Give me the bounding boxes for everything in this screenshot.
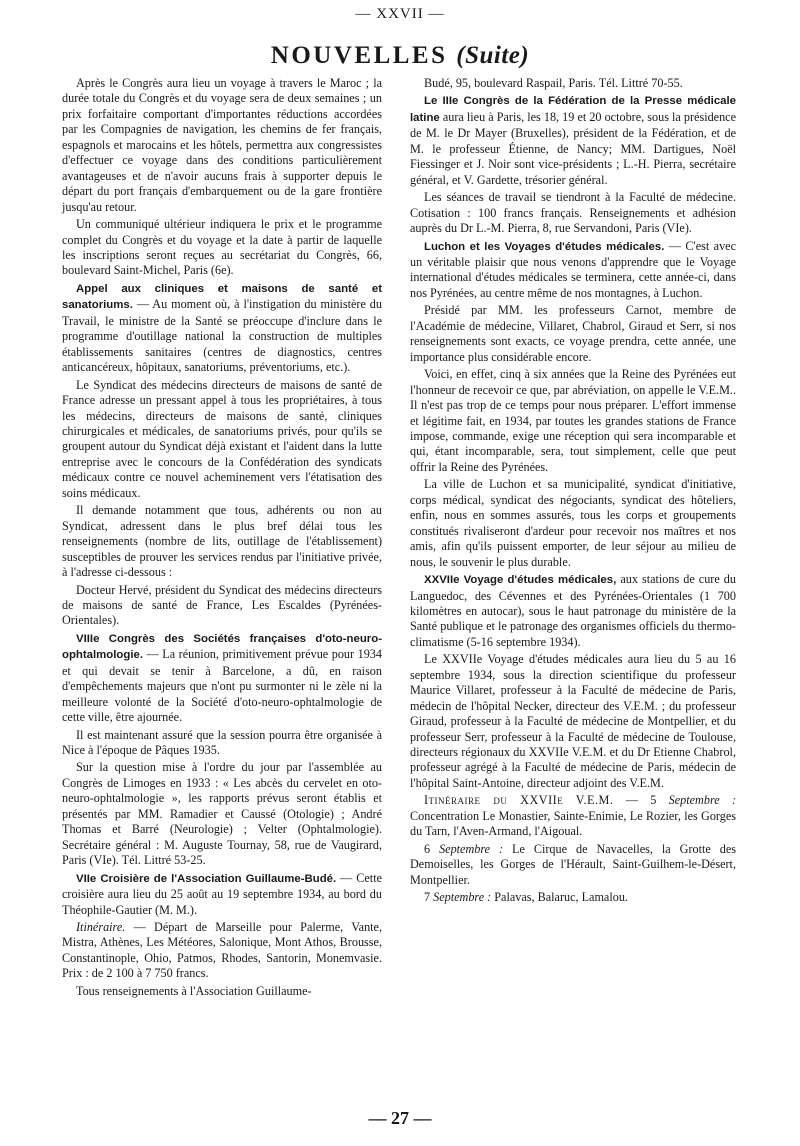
- paragraph: Un communiqué ultérieur indiquera le prix et le programme complet du Congrès et du voyage et la date à partir de laquelle les inscriptions seront reçues au secrétariat du Congrès, 66, boulevard Saint-Michel, Paris (6e).: [62, 217, 382, 278]
- paragraph-text: — Cette croisière aura lieu du 25 août au 19 septembre 1934, au bord du Théophile-Gautier (M. M.).: [62, 870, 382, 917]
- paragraph: Tous renseignements à l'Association Guillaume-: [76, 983, 312, 998]
- paragraph-text: — Départ de Marseille pour Palerme, Vante, Mistra, Athènes, Les Météores, Salonique, Mont Athos, Brousse, Constantinople, Ohio, Patmos, Rhodes, Santorin, Monemvasie. Prix : de 2 100 à 7 750 francs.: [62, 920, 382, 981]
- title-suffix: (Suite): [456, 42, 530, 69]
- paragraph: [62, 871, 382, 918]
- running-header-folio: — XXVII —: [355, 6, 445, 22]
- paragraph-text: 7: [424, 890, 434, 905]
- paragraph: [62, 631, 382, 726]
- right-column: [410, 76, 736, 908]
- paragraph-text: Le Cirque de Navacelles, la Grotte des Demoiselles, les Gorges de l'Hérault, Saint-Guilhem-le-Désert, Montpellier.: [410, 841, 737, 887]
- page-title: [0, 42, 800, 70]
- section-heading: VIIe Croisière de l'Association Guillaume-Budé.: [76, 872, 337, 885]
- section-heading: VIIIe Congrès des Sociétés françaises d'oto-neuro-ophtalmologie.: [62, 632, 382, 662]
- italic-lead: Itinéraire.: [76, 920, 126, 935]
- page-number: — 27 —: [368, 1108, 432, 1128]
- paragraph: Présidé par MM. les professeurs Carnot, membre de l'Académie de médecine, Villaret, Chabrol, Giraud et Serr, si nos renseignements sont exacts, ce voyage prendra, cette année, une importance plus considérable encore.: [410, 303, 736, 364]
- paragraph: Docteur Hervé, président du Syndicat des médecins directeurs de maisons de santé de France, Les Escaldes (Pyrénées-Orientales).: [62, 582, 382, 628]
- title-main: NOUVELLES: [270, 42, 448, 69]
- paragraph-text: — C'est avec un véritable plaisir que nous venons d'apprendre que le Voyage international d'études médicales se terminera, cette année-ci, dans nos Pyrénées, au centre même de nos montagnes, à Luchon.: [410, 238, 736, 300]
- paragraph-text: Palavas, Balaruc, Lamalou.: [491, 890, 628, 905]
- paragraph: Il demande notamment que tous, adhérents ou non au Syndicat, adressent dans le plus bref délai tous les renseignements (nombre de lits, outillage de l'établissement) susceptibles de prouver les services rendus par l'initiative privée, à l'adresse ci-dessous :: [62, 503, 382, 580]
- paragraph: [410, 239, 736, 302]
- paragraph: La ville de Luchon et sa municipalité, syndicat d'initiative, corps médical, syndicat des négociants, syndicat des hôteliers, enfin, nous en sommes assurés, tous les corps et groupements constitués rivaliseront d'ardeur pour recevoir nos maîtres et nos amis, afin qu'ils puissent emporter, de leur séjour au milieu de nous, le souvenir le plus durable.: [410, 477, 736, 569]
- paragraph: [410, 890, 736, 905]
- paragraph: Après le Congrès aura lieu un voyage à travers le Maroc ; la durée totale du Congrès et du voyage sera de deux semaines ; un prix forfaitaire comportant d'importantes réductions accordées par les Compagnies de navigation, les chemins de fer français, espagnols et marocains et les hôtels, permettra aux congressistes d'effectuer ce voyage dans des conditions particulièrement avantageuses et de n'avoir aucuns frais à supporter depuis le départ du port français d'embarquement ou de la gare frontière jusqu'au retour.: [62, 76, 382, 214]
- section-heading: Appel aux cliniques et maisons de santé et sanatoriums.: [62, 282, 382, 312]
- paragraph-text: — La réunion, primitivement prévue pour 1934 et qui devait se tenir à Barcelone, a dû, en raison d'empêchements majeurs que n'ont pu surmonter ni le zèle ni la meilleure volonté de la Société d'oto-neuro-ophtalmologie de cette ville, être ajournée.: [62, 647, 382, 725]
- italic-date: Septembre :: [668, 793, 737, 808]
- paragraph: Le XXVIIe Voyage d'études médicales aura lieu du 5 au 16 septembre 1934, sous la direction scientifique du professeur Maurice Villaret, professeur à la Faculté de médecine de Paris, médecin de l'hôpital Necker, directeur des V.E.M. ; du professeur Giraud, professeur à la Faculté de médecine de Montpellier, et du professeur Serr, professeur à la Faculté de médecine de Toulouse, directeurs régionaux du XXVIIe V.E.M. et du Dr Etienne Chabrol, professeur agrégé à la Faculté de médecine de Paris, médecin de l'hôpital Saint-Antoine, directeur adjoint des V.E.M.: [410, 652, 736, 790]
- paragraph: Budé, 95, boulevard Raspail, Paris. Tél. Littré 70-55.: [424, 76, 683, 90]
- paragraph: [410, 93, 736, 188]
- paragraph: Le Syndicat des médecins directeurs de maisons de santé de France adresse un pressant appel à tous les propriétaires, à tous les médecins, directeurs de maisons de santé, cliniques chirurgicales et médicales, de sanatoriums privés, pour qu'ils se groupent autour du Syndicat déjà existant et l'aident dans la lutte entreprise avec le concours de la Confédération des syndicats médicaux contre ce nouvel acheminement vers l'étatisation des soins médicaux.: [62, 377, 382, 500]
- paragraph: [62, 920, 382, 982]
- paragraph-text: aux stations de cure du Languedoc, des Cévennes et des Pyrénées-Orientales (1 700 kilomètres en autocar), sous le haut patronage du ministère de la Santé publique et le patronage des organismes officiels du thermo-climatisme (5-16 septembre 1934).: [410, 572, 736, 649]
- paragraph: Sur la question mise à l'ordre du jour par l'assemblée au Congrès de Limoges en 1933 : « Les abcès du cervelet en oto-neuro-ophtalmologie », les rapports prévus seront établis et présentés par MM. Ramadier et Caussé (Otologie) ; André Thomas et Barré (Neurologie) ; Velter (Ophtalmologie). Secrétaire général : M. Auguste Tournay, 58, rue de Vaugirard, Paris (VIe). Tél. Littré 53-25.: [62, 760, 382, 868]
- paragraph: Les séances de travail se tiendront à la Faculté de médecine. Cotisation : 100 francs français. Renseignements et adhésion auprès du Dr L.-M. Pierra, 8, rue Servandoni, Paris (VIe).: [410, 190, 736, 236]
- section-heading: Le IIIe Congrès de la Fédération de la Presse médicale latine: [410, 95, 736, 124]
- paragraph: [410, 842, 736, 888]
- paragraph-text: — Au moment où, à l'instigation du ministère du Travail, le ministre de la Santé se préoccupe d'inclure dans le programme d'outillage national la construction de multiples établissements sanitaires (centres de diagnostics, centres anticancéreux, hôpitaux, sanatoriums, préventoriums, etc.).: [62, 297, 382, 375]
- italic-date: Septembre :: [439, 841, 504, 856]
- paragraph: [410, 572, 736, 650]
- paragraph-text: Concentration Le Monastier, Sainte-Enimie, Le Rozier, les Gorges du Tarn, l'Aven-Armand, l'Aigoual.: [410, 808, 736, 839]
- smallcaps-lead: Itinéraire du XXVIIe V.E.M.: [424, 793, 614, 808]
- paragraph-text: — 5: [613, 793, 669, 808]
- paragraph: Il est maintenant assuré que la session pourra être organisée à Nice à l'époque de Pâques 1935.: [62, 727, 382, 758]
- section-heading: Luchon et les Voyages d'études médicales.: [424, 240, 665, 253]
- paragraph: Voici, en effet, cinq à six années que la Reine des Pyrénées eut l'honneur de recevoir ce que, par abréviation, on appelle le V.E.M.. Il n'est pas trop de ce temps pour nous préparer. L'effort immense et légitime fait, en 1934, par toutes les grandes stations de France impose, commande, exige une réception qui sera incomparable et qui, étant incomparable, sera, tout simplement, celle que peut offrir la Reine des Pyrénées.: [410, 367, 736, 474]
- left-column: [62, 76, 382, 1001]
- paragraph: [410, 793, 736, 839]
- section-heading: XXVIIe Voyage d'études médicales,: [424, 574, 617, 587]
- paragraph-text: aura lieu à Paris, les 18, 19 et 20 octobre, sous la présidence de M. le Dr Mayer (Bruxelles), président de la Fédération, et de M. le professeur Étienne, de Nancy; MM. Dartigues, Noël Fiessinger et J. Noir sont vice-présidents ; L.-H. Pierra, secrétaire général, et V. Gardette, trésorier général.: [410, 109, 736, 187]
- paragraph-text: 6: [424, 841, 440, 856]
- paragraph: [62, 281, 382, 376]
- italic-date: Septembre :: [433, 890, 492, 905]
